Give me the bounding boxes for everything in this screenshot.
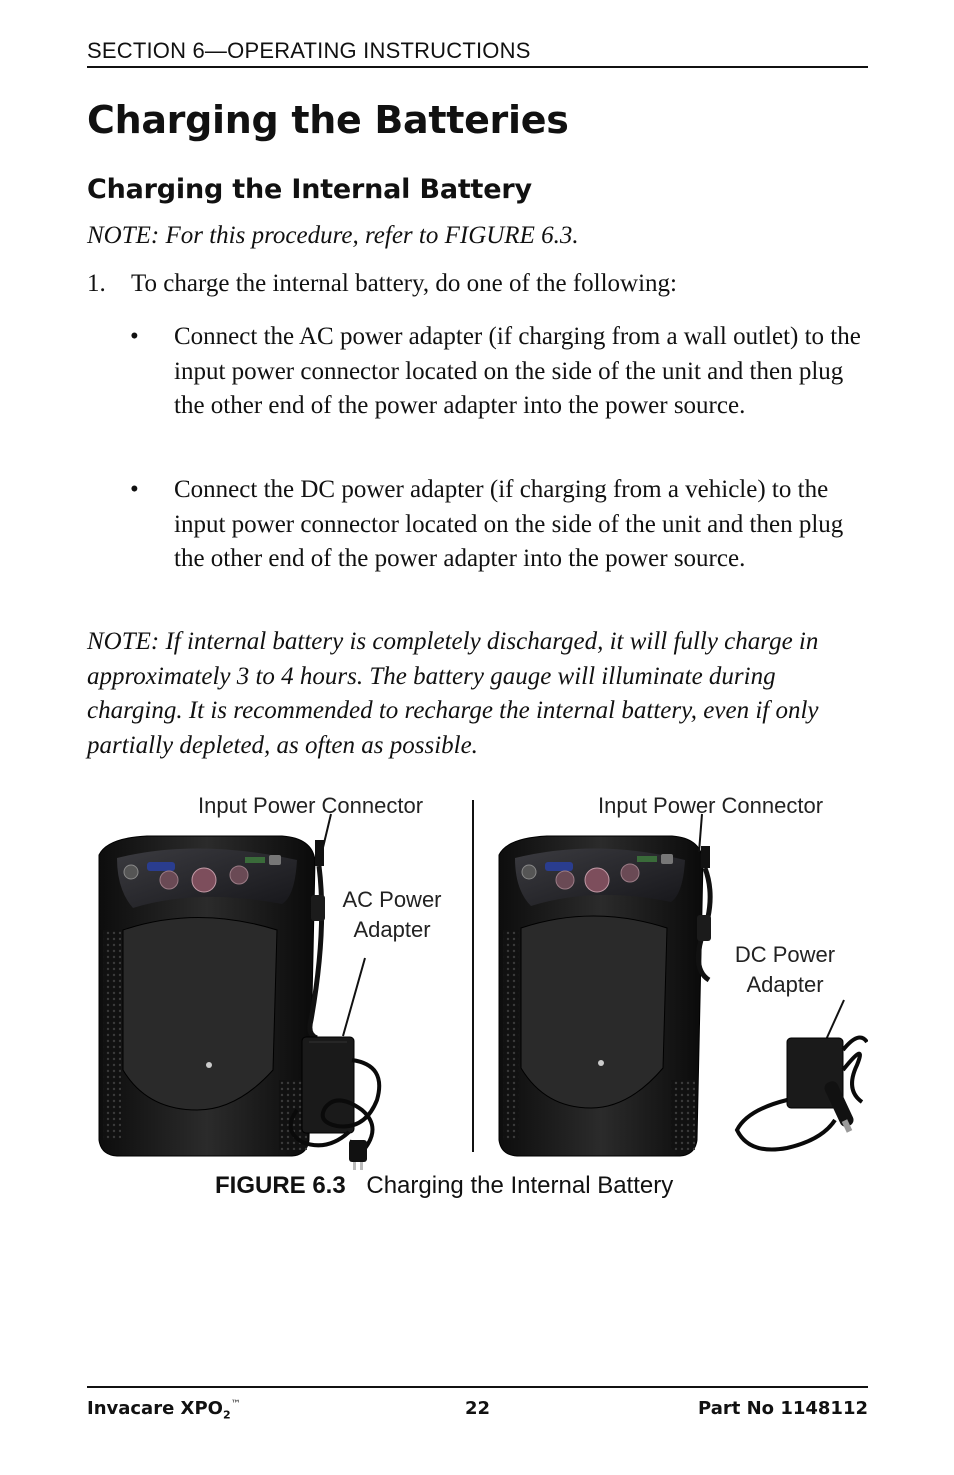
callout-dc-line2: Adapter bbox=[746, 972, 824, 997]
figure-charging bbox=[87, 780, 868, 1170]
footer-rule bbox=[87, 1386, 868, 1388]
section-header: SECTION 6—OPERATING INSTRUCTIONS bbox=[87, 38, 868, 68]
bullet-text: Connect the AC power adapter (if charging from a wall outlet) to the input power connector located on the side of the unit and then plug the other end of the power adapter into the power source. bbox=[174, 323, 861, 419]
concentrator-ac-illustration bbox=[87, 780, 472, 1170]
bullet-text: Connect the DC power adapter (if charging from a vehicle) to the input power connector located on the side of the unit and then plug the other end of the power adapter into the power source. bbox=[174, 476, 844, 572]
footer-product-sub: 2 bbox=[222, 1408, 231, 1422]
footer-trademark: ™ bbox=[230, 1399, 241, 1410]
callout-input-connector-right: Input Power Connector bbox=[598, 793, 824, 818]
note-discharge: NOTE: If internal battery is completely discharged, it will fully charge in approximately 3 to 4 hours. The battery gauge will illuminate during charging. It is recommended to recharge the internal battery, even if only partially depleted, as often as possible. bbox=[87, 628, 819, 759]
callout-dc-line1: DC Power bbox=[734, 942, 836, 967]
bullet-dc-adapter bbox=[130, 473, 870, 577]
figure-label: FIGURE 6.3 bbox=[215, 1172, 346, 1199]
footer-product bbox=[87, 1398, 241, 1422]
bullet-symbol: • bbox=[130, 476, 139, 503]
bullet-ac-adapter bbox=[130, 320, 870, 424]
step-number: 1. bbox=[87, 270, 106, 297]
page-title: Charging the Batteries bbox=[87, 98, 569, 142]
note-procedure-reference: NOTE: For this procedure, refer to FIGURE 6.3. bbox=[87, 222, 579, 249]
concentrator-dc-illustration bbox=[487, 780, 868, 1170]
callout-input-connector-left: Input Power Connector bbox=[198, 793, 424, 818]
footer-product-name: Invacare XPO bbox=[87, 1398, 223, 1419]
callout-ac-line2: Adapter bbox=[353, 917, 431, 942]
footer-page-number: 22 bbox=[465, 1398, 491, 1419]
figure-divider bbox=[472, 800, 474, 1152]
callout-ac-line1: AC Power bbox=[342, 887, 442, 912]
footer-part-number: Part No 1148112 bbox=[698, 1398, 868, 1419]
section-subtitle: Charging the Internal Battery bbox=[87, 174, 532, 205]
bullet-symbol: • bbox=[130, 323, 139, 350]
figure-caption-text: Charging the Internal Battery bbox=[366, 1172, 674, 1199]
step-text: To charge the internal battery, do one of the following: bbox=[131, 270, 677, 297]
figure-caption bbox=[215, 1172, 673, 1200]
